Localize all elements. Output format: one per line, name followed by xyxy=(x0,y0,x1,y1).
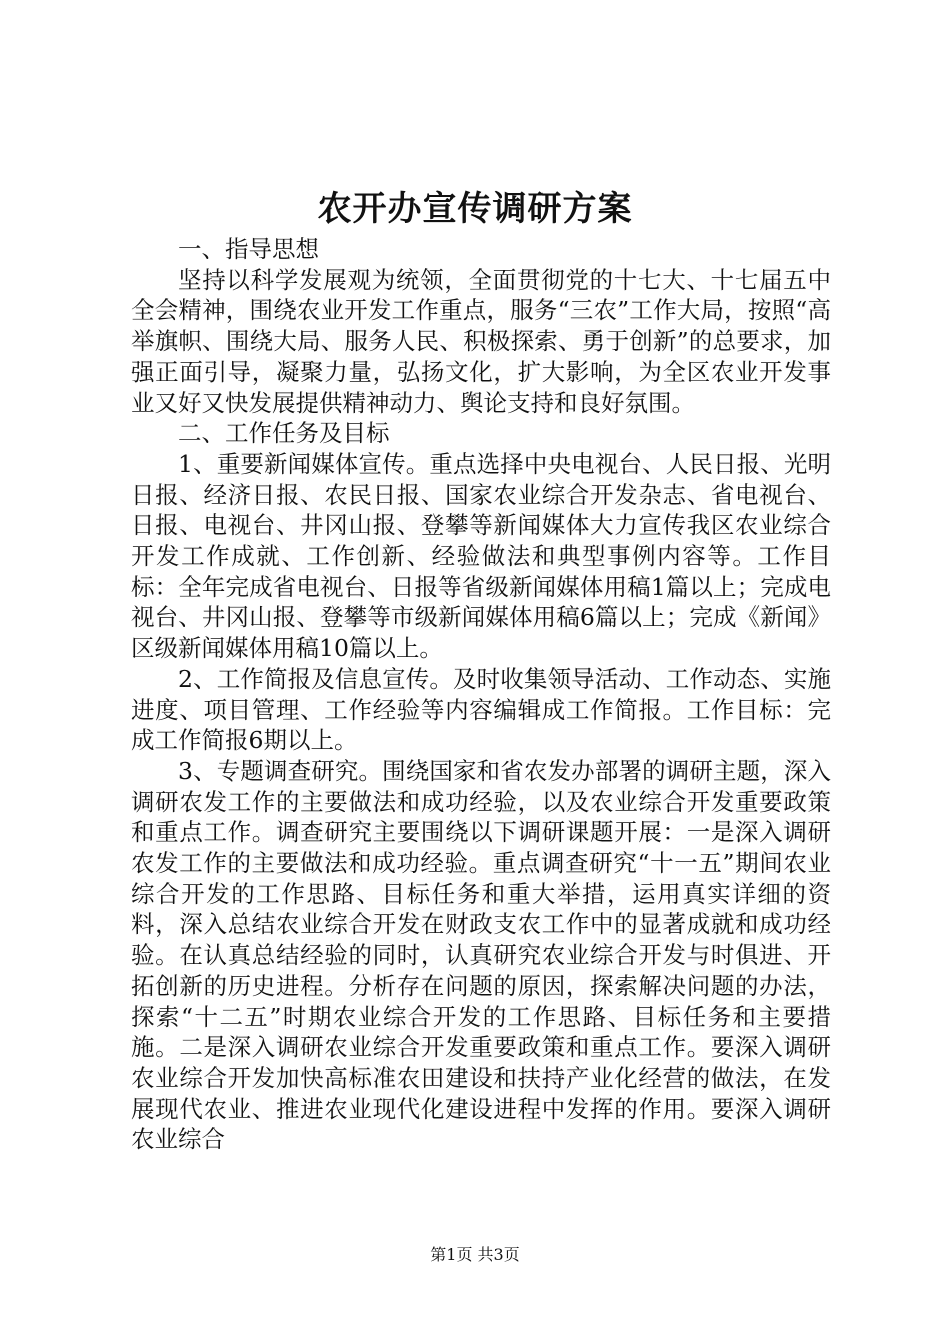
document-title: 农开办宣传调研方案 xyxy=(317,189,633,229)
paragraph-media-publicity: 1、重要新闻媒体宣传。重点选择中央电视台、人民日报、光明日报、经济日报、农民日报、国家农业综合开发杂志、省电视台、日报、电视台、井冈山报、登攀等新闻媒体大力宣传我区农业综合开发工作成就、工作创新、经验做法和典型事例内容等。工作目标：全年完成省电视台、日报等省级新闻媒体用稿1篇以上；完成电视台、井冈山报、登攀等市级新闻媒体用稿6篇以上；完成《新闻》区级新闻媒体用稿10篇以上。 xyxy=(131,449,831,663)
section-heading-guiding-thought: 一、指导思想 xyxy=(178,235,319,263)
document-body xyxy=(131,234,831,1155)
section-heading-tasks-goals: 二、工作任务及目标 xyxy=(178,419,390,448)
paragraph-guiding-thought: 坚持以科学发展观为统领，全面贯彻党的十七大、十七届五中全会精神，围绕农业开发工作重点，服务“三农”工作大局，按照“高举旗帜、围绕大局、服务人民、积极探索、勇于创新”的总要求，加强正面引导，凝聚力量，弘扬文化，扩大影响，为全区农业开发事业又好又快发展提供精神动力、舆论支持和良好氛围。 xyxy=(131,265,831,417)
page-footer: 第1页 共3页 xyxy=(430,1245,520,1264)
paragraph-special-research: 3、专题调查研究。围绕国家和省农发办部署的调研主题，深入调研农发工作的主要做法和成功经验，以及农业综合开发重要政策和重点工作。调查研究主要围绕以下调研课题开展：一是深入调研农发工作的主要做法和成功经验。重点调查研究“十一五”期间农业综合开发的工作思路、目标任务和重大举措，运用真实详细的资料，深入总结农业综合开发在财政支农工作中的显著成就和成功经验。在认真总结经验的同时，认真研究农业综合开发与时俱进、开拓创新的历史进程。分析存在问题的原因，探索解决问题的办法，探索“十二五”时期农业综合开发的工作思路、目标任务和主要措施。二是深入调研农业综合开发重要政策和重点工作。要深入调研农业综合开发加快高标准农田建设和扶持产业化经营的做法，在发展现代农业、推进农业现代化建设进程中发挥的作用。要深入调研农业综合 xyxy=(131,756,831,1154)
paragraph-work-briefings: 2、工作简报及信息宣传。及时收集领导活动、工作动态、实施进度、项目管理、工作经验等内容编辑成工作简报。工作目标：完成工作简报6期以上。 xyxy=(131,664,831,755)
